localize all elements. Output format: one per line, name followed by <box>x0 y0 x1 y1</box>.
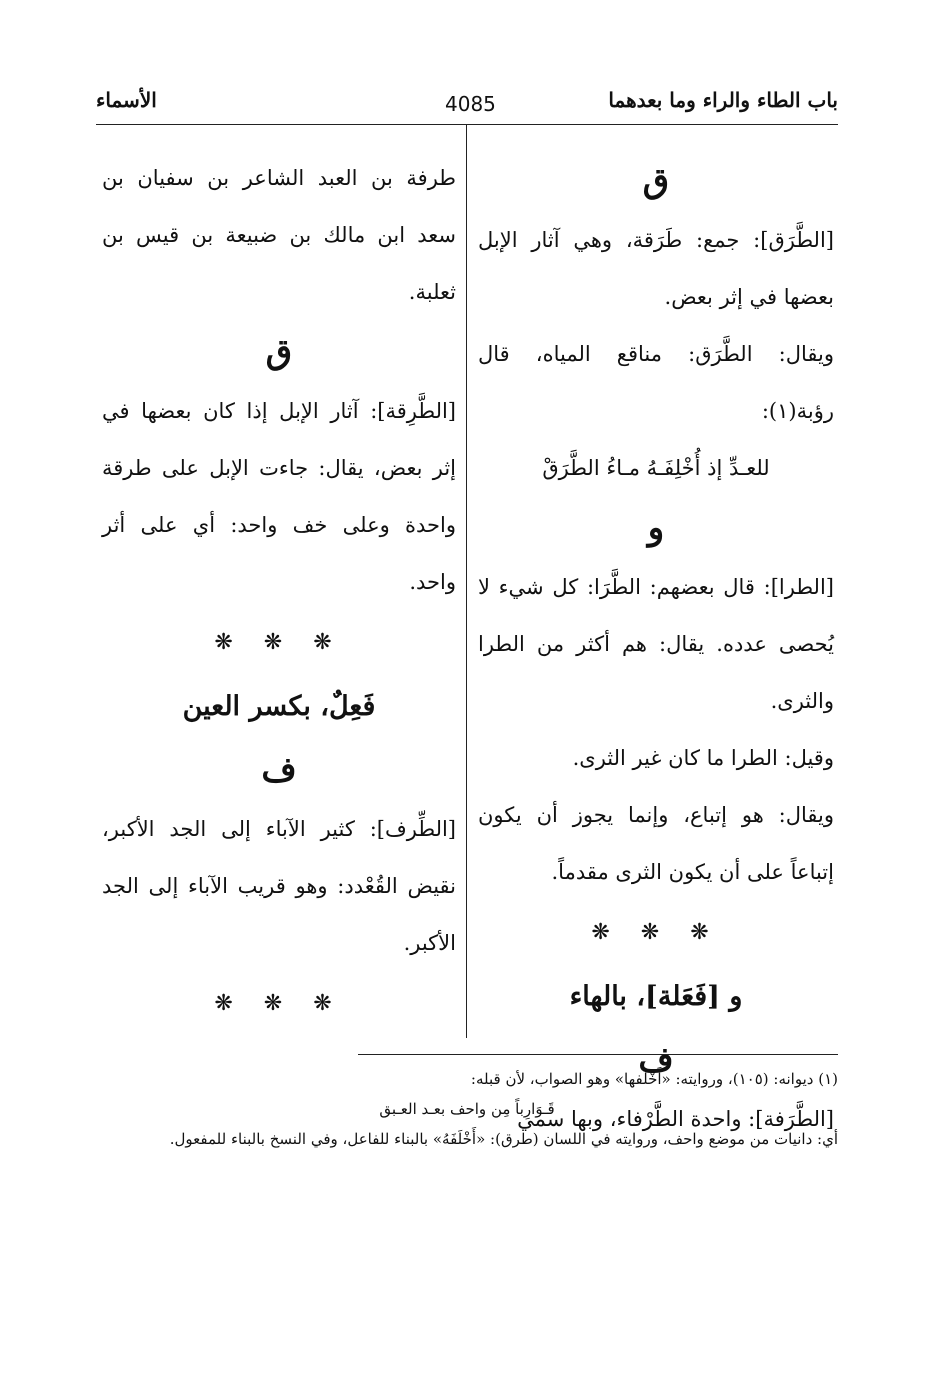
letter-heading: ف <box>638 1040 674 1080</box>
letter-heading: ق <box>642 161 670 201</box>
section-separator: ❋ ❋ ❋ <box>214 991 344 1016</box>
letter-heading: و <box>647 508 665 548</box>
section-separator: ❋ ❋ ❋ <box>591 920 721 945</box>
poetry-verse: للعـدِّ إذ أُخْلِفَـهُ مـاءُ الطَّرَقْ <box>542 456 770 480</box>
left-column <box>102 150 456 1036</box>
footnote-verse: قَـوَارِباً مِن واحف بعـد العـبق <box>379 1100 555 1118</box>
footnote-rule <box>358 1054 838 1055</box>
letter-heading: ق <box>265 332 293 372</box>
dictionary-entry: [الطَّرَق]: جمع: طَرَقة، وهي آثار الإبل بعضها في إثر بعض. <box>478 228 834 309</box>
dictionary-entry: طرفة بن العبد الشاعر بن سفيان بن سعد ابن مالك بن ضبيعة بن قيس بن ثعلبة. <box>102 166 456 304</box>
dictionary-entry: [الطِّرف]: كثير الآباء إلى الجد الأكبر، نقيض القُعْدد: وهو قريب الآباء إلى الجد الأكبر. <box>102 817 456 955</box>
dictionary-entry: [الطرا]: قال بعضهم: الطَّرَا: كل شيء لا يُحصى عدده. يقال: هم أكثر من الطرا والثرى. <box>478 575 834 713</box>
section-separator: ❋ ❋ ❋ <box>214 630 344 655</box>
letter-heading: ف <box>261 750 297 790</box>
section-title: الأسماء <box>96 88 157 112</box>
right-column <box>478 150 834 1148</box>
footnote-line: أي: دانيات من موضع واحف، وروايته في اللسان (طرق): «أَخْلَفَهُ» بالبناء للفاعل، وفي النسخ بالبناء للمفعول. <box>169 1130 838 1148</box>
footnotes <box>96 1064 838 1154</box>
pattern-heading: و [فَعَلة]، بالهاء <box>569 981 743 1012</box>
footnote-line: (١) ديوانه: (١٠٥)، وروايته: «أَخْلَفها» وهو الصواب، لأن قبله: <box>470 1070 838 1088</box>
header-rule <box>96 124 838 125</box>
dictionary-entry: ويقال: هو إتباع، وإنما يجوز أن يكون إتباعاً على أن يكون الثرى مقدماً. <box>478 803 834 884</box>
column-divider <box>466 125 467 1038</box>
pattern-heading: فَعِلٌ، بكسر العين <box>182 691 376 722</box>
page-number: 4085 <box>445 92 496 116</box>
chapter-title: باب الطاء والراء وما بعدهما <box>608 88 838 112</box>
dictionary-entry: [الطَّرَفة]: واحدة الطَّرْفاء، وبها سمي <box>517 1107 834 1131</box>
dictionary-entry: وقيل: الطرا ما كان غير الثرى. <box>572 746 834 770</box>
page-header <box>96 88 838 120</box>
dictionary-entry: [الطَّرِقة]: آثار الإبل إذا كان بعضها في إثر بعض، يقال: جاءت الإبل على طرقة واحدة وعلى خف واحد: أي على أثر واحد. <box>102 399 456 594</box>
dictionary-entry: ويقال: الطَّرَق: مناقع المياه، قال رؤبة(١): <box>478 342 834 423</box>
